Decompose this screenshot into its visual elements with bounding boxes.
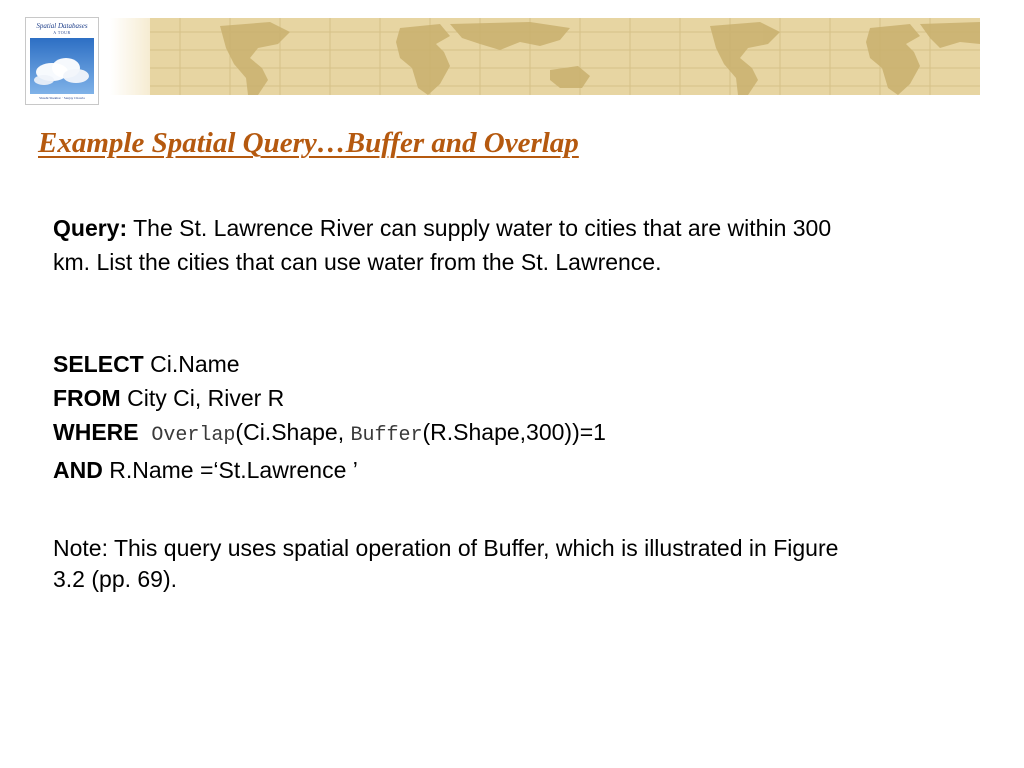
from-keyword: FROM xyxy=(53,385,121,411)
where-keyword: WHERE xyxy=(53,419,139,445)
where-end: (R.Shape,300))=1 xyxy=(422,419,606,445)
query-text: The St. Lawrence River can supply water to cities that are within 300 km. List the cities that can use water from the St. Lawrence. xyxy=(53,215,832,275)
cover-sky-image xyxy=(30,38,94,94)
query-label: Query: xyxy=(53,215,128,241)
cover-authors: Shashi Shekhar · Sanjay Chawla xyxy=(39,96,85,100)
sql-where-line xyxy=(53,415,853,453)
note-paragraph: Note: This query uses spatial operation of Buffer, which is illustrated in Figure 3.2 (pp. 69). xyxy=(53,535,839,592)
banner-fade xyxy=(110,18,150,95)
sql-and-line xyxy=(53,453,853,487)
overlap-function: Overlap xyxy=(151,424,236,447)
select-clause: Ci.Name xyxy=(143,351,240,377)
world-map-banner xyxy=(150,18,980,95)
book-cover-thumbnail xyxy=(25,17,99,105)
sql-block xyxy=(53,347,853,487)
buffer-function: Buffer xyxy=(350,424,423,447)
query-paragraph xyxy=(53,211,853,279)
and-keyword: AND xyxy=(53,457,103,483)
where-args: (Ci.Shape, xyxy=(235,419,351,445)
and-clause: R.Name =‘St.Lawrence ’ xyxy=(102,457,358,483)
sql-select-line xyxy=(53,347,853,381)
from-clause: City Ci, River R xyxy=(120,385,285,411)
world-map-graphic xyxy=(150,18,980,95)
select-keyword: SELECT xyxy=(53,351,144,377)
cover-subtitle: A TOUR xyxy=(53,30,71,35)
cover-title: Spatial Databases xyxy=(36,22,88,30)
sql-from-line xyxy=(53,381,853,415)
slide-title: Example Spatial Query…Buffer and Overlap xyxy=(38,127,579,159)
